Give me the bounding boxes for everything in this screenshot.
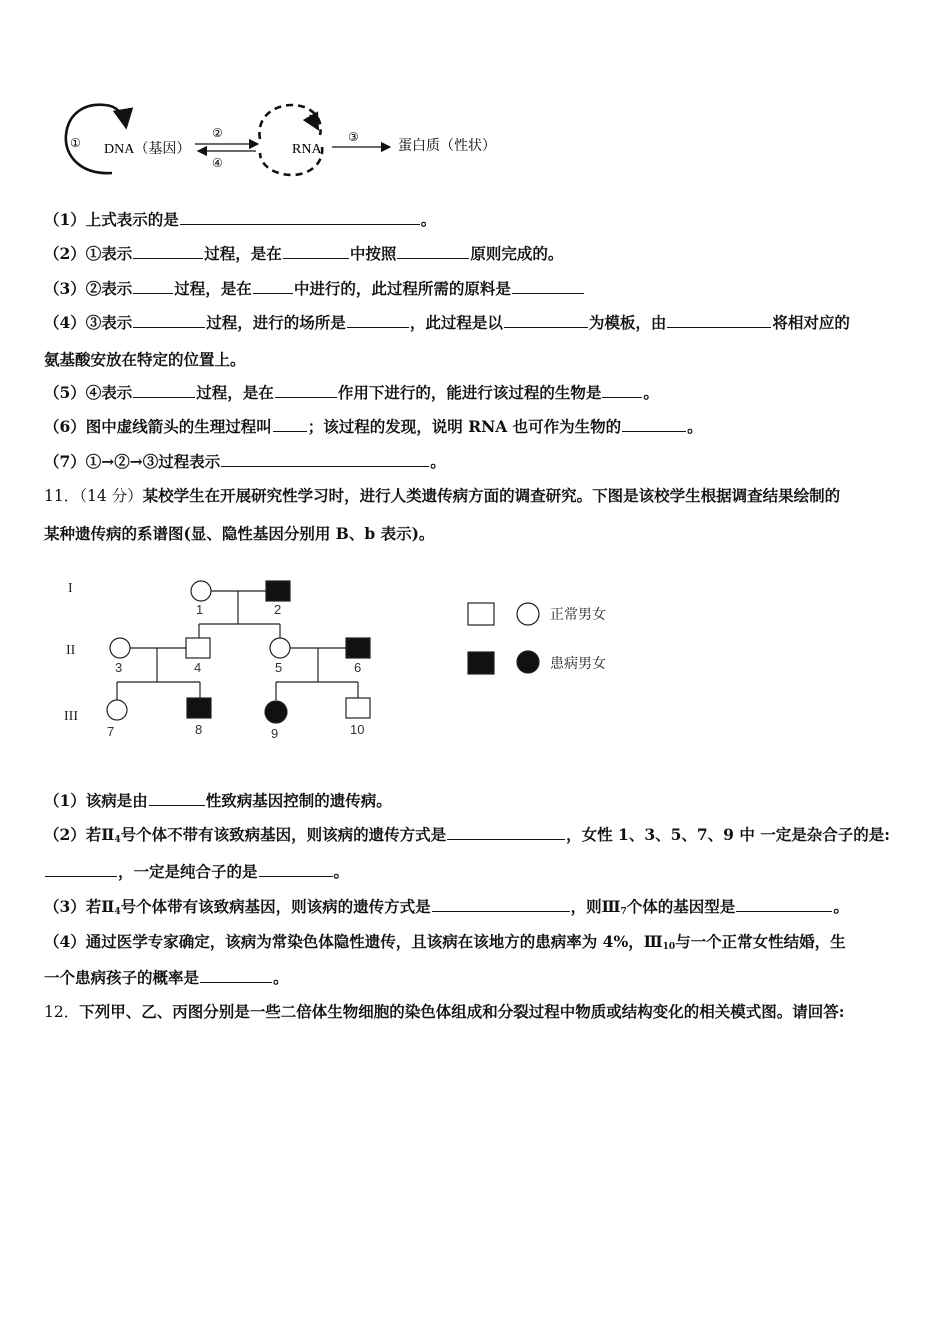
label-10: 10: [350, 722, 365, 737]
q11-part4-cont: 一个患病孩子的概率是 。: [44, 968, 289, 987]
label-4: 4: [194, 660, 202, 675]
label-7: 7: [107, 724, 115, 739]
individual-1: [191, 581, 211, 601]
label-3: 3: [115, 660, 123, 675]
protein-label: 蛋白质（性状）: [398, 138, 496, 154]
central-dogma-diagram: [60, 95, 520, 185]
label-2: 2: [274, 602, 282, 617]
circle-num-2: ②: [212, 126, 223, 140]
label-5: 5: [275, 660, 283, 675]
circle-num-4: ④: [212, 156, 223, 170]
q11-stem-line1: 11．（14 分）某校学生在开展研究性学习时，进行人类遗传病方面的调查研究。下图是该校学生根据调查结果绘制的: [44, 486, 841, 505]
individual-7: [107, 700, 127, 720]
q10-part4: （4）③表示 过程，进行的场所是 ，此过程是以 为模板，由 将相对应的: [44, 313, 850, 332]
individual-6: [346, 638, 370, 658]
individual-2: [266, 581, 290, 601]
q10-part7: （7）①→②→③过程表示 。: [44, 452, 446, 471]
legend-normal-label: 正常男女: [550, 607, 606, 623]
q11-part3: （3）若$Ⅱ_4$号个体带有该致病基因，则该病的遗传方式是 ，则$Ⅲ_7$个体的基因型是 。: [44, 897, 849, 917]
label-8: 8: [195, 722, 203, 737]
rna-replication-dashed-arc: [259, 105, 322, 175]
q10-part2: （2）①表示 过程，是在 中按照 原则完成的。: [44, 244, 564, 263]
legend-normal-male: [468, 603, 494, 625]
q10-part1: （1）上式表示的是 。: [44, 210, 437, 229]
q11-part2: （2）若$Ⅱ_4$号个体不带有该致病基因，则该病的遗传方式是 ，女性 1、3、5、7、9 中 一定是杂合子的是:: [44, 825, 890, 845]
legend-affected-label: 患病男女: [550, 656, 606, 672]
q11-stem-line2: 某种遗传病的系谱图(显、隐性基因分别用 B、b 表示)。: [44, 524, 435, 543]
individual-9: [265, 701, 287, 723]
q10-part4-cont: 氨基酸安放在特定的位置上。: [44, 350, 246, 369]
generation-I: I: [68, 581, 73, 596]
individual-3: [110, 638, 130, 658]
circle-num-3: ③: [348, 130, 359, 144]
rna-label: RNA: [292, 142, 322, 157]
label-6: 6: [354, 660, 362, 675]
q10-part3: （3）②表示 过程，是在 中进行的，此过程所需的原料是: [44, 277, 914, 301]
label-9: 9: [271, 726, 279, 741]
q11-part4: （4）通过医学专家确定，该病为常染色体隐性遗传，且该病在该地方的患病率为 4%，$Ⅲ_{10}$与一个正常女性结婚，生: [44, 932, 846, 952]
generation-III: III: [64, 709, 78, 724]
individual-10: [346, 698, 370, 718]
q10-part6: （6）图中虚线箭头的生理过程叫 ；该过程的发现，说明 RNA 也可作为生物的 。: [44, 417, 703, 436]
individual-5: [270, 638, 290, 658]
dna-label: DNA（基因）: [104, 142, 191, 157]
individual-4: [186, 638, 210, 658]
q11-part2-cont: ，一定是纯合子的是 。: [44, 860, 914, 884]
individual-8: [187, 698, 211, 718]
circle-num-1: ①: [70, 136, 81, 150]
q12-stem: 12．下列甲、乙、丙图分别是一些二倍体生物细胞的染色体组成和分裂过程中物质或结构变化的相关模式图。请回答:: [44, 1002, 845, 1021]
label-1: 1: [196, 602, 204, 617]
q10-part5: （5）④表示 过程，是在 作用下进行的，能进行该过程的生物是 。: [44, 383, 659, 402]
legend-affected-female: [517, 651, 539, 673]
pedigree-chart: [60, 570, 640, 750]
legend-normal-female: [517, 603, 539, 625]
generation-II: II: [66, 643, 76, 658]
q11-part1: （1）该病是由 性致病基因控制的遗传病。: [44, 791, 392, 810]
legend-affected-male: [468, 652, 494, 674]
